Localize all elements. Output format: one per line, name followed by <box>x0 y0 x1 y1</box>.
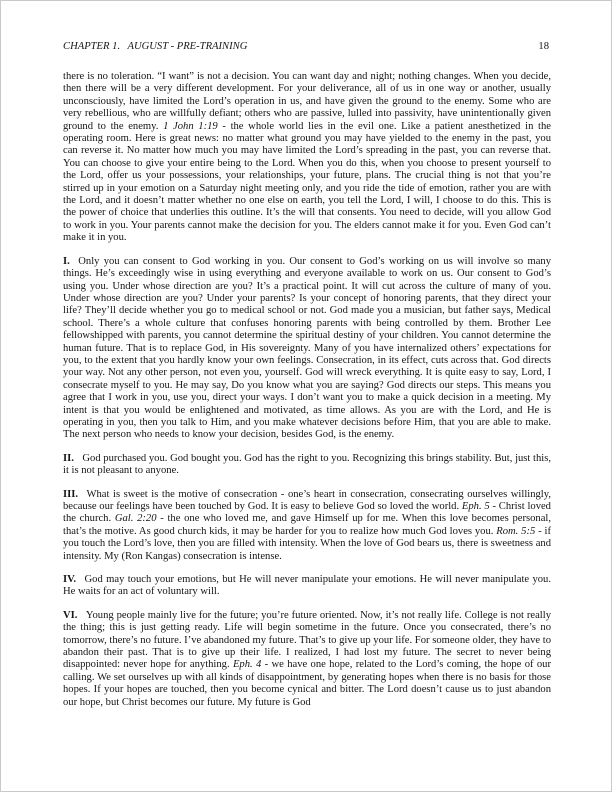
section-paragraph-iv <box>63 574 551 599</box>
section-paragraph-iii <box>63 489 551 563</box>
scripture-reference: Eph. 5 <box>461 501 490 512</box>
section-label: IV. <box>63 574 77 586</box>
text-run: there is no toleration. “I want” is not a decision. You can want day and night; nothing changes. When you decide, then there will be a very different development. For your deliverance, all of us in one way or another, usually unconsciously, have limited the Lord’s operation in us, and have given the ground to the enemy. Some who are very rebellious, who are willfully defiant; others who are passive, lulled into passivity, have unintentionally given ground to the enemy. <box>63 71 551 132</box>
running-header-title <box>63 41 247 52</box>
text-run: What is sweet is the motive of consecration - one’s heart in consecration, consecrating ourselves willingly, because our feelings have been touched by God. It is easy to believe God so loved the world. <box>63 488 551 512</box>
section-paragraph-ii <box>63 453 551 478</box>
chapter-number: CHAPTER 1. <box>63 41 121 52</box>
text-run: - the whole world lies in the evil one. Like a patient anesthetized in the operating room. Here is great news: no matter what ground you may have yielded to the enemy in the past, you can reverse it. No matter how much you may have limited the Lord’s spreading in the past, you can reverse that. You can choose to give your entire being to the Lord. When you do this, when you choose to present yourself to the Lord, offer us your possessions, your relationships, your future, plans. The crucial thing is not that you’re stirred up in your emotion on a Saturday night meeting only, and you ride the tide of emotion, rather you are with the Lord, and it doesn’t matter whether no one else on earth, you tell the Lord, I will, I choose to do this. This is the power of choice that underlies this outline. It’s the will that consents. You need to decide, will you allow God to work in you. Your parents cannot make the decision for you. The elders cannot make it for you. Even God can’t make it in you. <box>63 120 551 244</box>
text-run: - we have one hope, related to the Lord’s coming, the hope of our calling. We set ourselves up with all kinds of disappointment, by generating hopes when there is no basis for those hopes. If your hopes are touched, then you become cynical and bitter. The Lord doesn’t cause us to just abandon our hope, but Christ becomes our future. My future is God <box>63 659 551 708</box>
paragraph <box>63 71 551 245</box>
text-run: Only you can consent to God working in you. Our consent to God’s working on us will involve so many things. He’s exceedingly wise in using everything and everyone available to work on us. Our consent to God’s using you. Under whose direction are you? It’s a practical point. It will cut across the culture of many of you. Under whose direction are you? Under your parents? Is your concept of honoring parents, that they direct your life? They’ll decide whether you go to medical school or not. God made you a musician, but father says, Medical school. There’s a whole culture that confuses honoring parents with being controlled by them. Brother Lee fellowshipped with parents, you cannot determine the spiritual destiny of your children. You cannot determine the human future. That is to replace God, in His sovereignty. Many of you have internalized others’ expectations for you, to the extent that you hardly know your own feelings. Consecration, in its effect, cuts across that. God directs your way. Not any other person, not even you, yourself. God will wreck everything. It is quite easy to say, Lord, I consecrate myself to you. He may say, Do you know what you are saying? God directs our steps. This means you agree that I work in you, use you, direct your ways. I don’t want you to make a quick decision in a meeting. My intent is that you would be enlightened and motivated, as time allows. As you are with the Lord, and He is operating in you, then you talk to Him, and you make whatever decisions before Him, that you are able to make. The next person who needs to know your decision, besides God, is the enemy. <box>63 255 551 441</box>
section-label: II. <box>63 452 74 464</box>
section-label: I. <box>63 255 70 267</box>
text-run: - if you touch the Lord’s love, then you are filled with intensity. When the love of God bears us, there is sweetness and intensity. My (Ron Kangas) consecration is intense. <box>63 525 552 562</box>
chapter-title: AUGUST - PRE-TRAINING <box>127 41 248 52</box>
scripture-reference: 1 John 1:19 <box>163 120 218 132</box>
scripture-reference: Eph. 4 <box>232 659 262 671</box>
scripture-reference: Gal. 2:20 <box>114 513 157 525</box>
section-label: VI. <box>63 609 78 621</box>
section-label: III. <box>63 488 79 500</box>
text-run: Young people mainly live for the future; you’re future oriented. Now, it’s not really life. College is not really the thing; this is just getting ready. Life will begin sometime in the future. Once you consecrated, there’s no tomorrow, there’s no future. I’ve abandoned my future. That’s to give up your life. For someone older, they have to abandon their past. That is to give up their life. I realized, I had lost my future. The secret to never being disappointed: never hope for anything. <box>63 609 551 671</box>
scripture-reference: Rom. 5:5 <box>496 525 536 537</box>
page-number: 18 <box>538 41 549 52</box>
section-paragraph-vi <box>63 610 551 709</box>
text-run: - Christ loved the church. <box>63 501 551 525</box>
page-body <box>63 71 551 720</box>
text-run: God purchased you. God bought you. God has the right to you. Recognizing this brings stability. But, just this, it is not pleasant to anyone. <box>63 452 551 477</box>
page-header <box>63 41 549 52</box>
section-paragraph-i <box>63 256 551 442</box>
text-run: - the one who loved me, and gave Himself up for me. When this love becomes personal, that’s the motive. As good church kids, it may be harder for you to realize how much God loves you. <box>63 513 551 537</box>
text-run: God may touch your emotions, but He will never manipulate your emotions. He will never manipulate you. He waits for an act of voluntary will. <box>63 574 551 598</box>
